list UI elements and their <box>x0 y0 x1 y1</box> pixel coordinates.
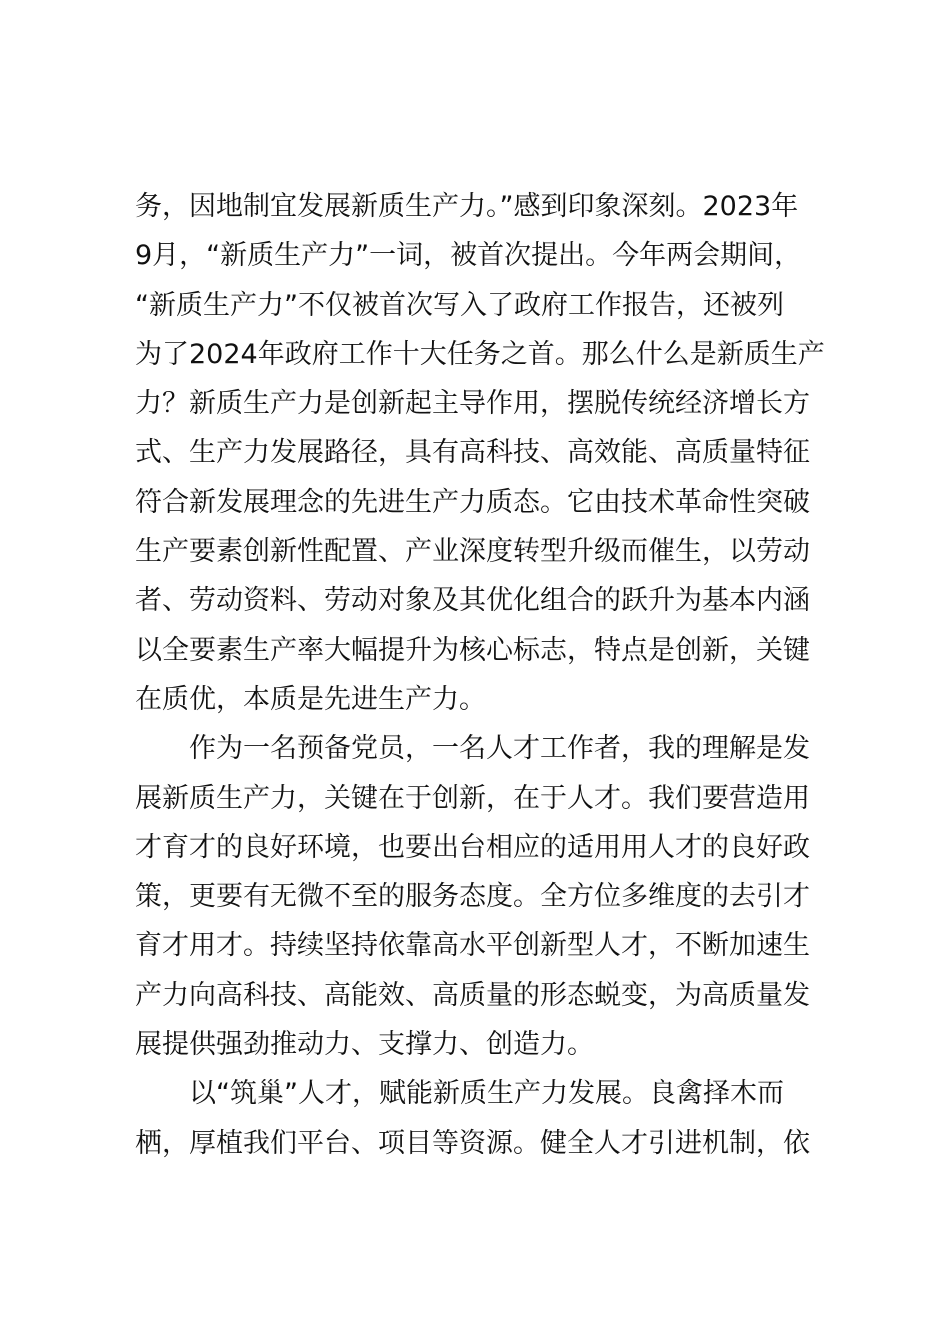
paragraph-2 <box>135 724 835 1069</box>
paragraph-line: 符合新发展理念的先进生产力质态。它由技术革命性突破 <box>135 486 810 518</box>
paragraph-line: 栖，厚植我们平台、项目等资源。健全人才引进机制，依 <box>135 1127 810 1159</box>
paragraph-line: 育才用才。持续坚持依靠高水平创新型人才，不断加速生 <box>135 930 810 962</box>
paragraph-line: 生产要素创新性配置、产业深度转型升级而催生，以劳动 <box>135 536 810 568</box>
paragraph-line: 以“筑巢”人才，赋能新质生产力发展。良禽择木而 <box>189 1078 784 1110</box>
document-body <box>135 182 835 1168</box>
paragraph-line: 务，因地制宜发展新质生产力。”感到印象深刻。2023年 <box>135 191 799 222</box>
paragraph-line: 展新质生产力，关键在于创新，在于人才。我们要营造用 <box>135 782 810 814</box>
paragraph-line: 在质优，本质是先进生产力。 <box>135 683 486 715</box>
paragraph-line: 式、生产力发展路径，具有高科技、高效能、高质量特征 <box>135 437 810 469</box>
paragraph-line: 力？新质生产力是创新起主导作用，摆脱传统经济增长方 <box>135 388 810 420</box>
paragraph-line: 才育才的良好环境，也要出台相应的适用用人才的良好政 <box>135 831 810 863</box>
paragraph-line: 展提供强劲推动力、支撑力、创造力。 <box>135 1029 594 1061</box>
paragraph-line: 者、劳动资料、劳动对象及其优化组合的跃升为基本内涵 <box>135 585 810 617</box>
paragraph-line: 以全要素生产率大幅提升为核心标志，特点是创新，关键 <box>135 634 810 666</box>
paragraph-3 <box>135 1069 835 1168</box>
paragraph-line: 为了2024年政府工作十大任务之首。那么什么是新质生产 <box>135 338 825 370</box>
paragraph-1 <box>135 182 835 724</box>
paragraph-line: 产力向高科技、高能效、高质量的形态蜕变，为高质量发 <box>135 979 810 1011</box>
paragraph-line: 作为一名预备党员，一名人才工作者，我的理解是发 <box>189 733 810 765</box>
paragraph-line: 9月，“新质生产力”一词，被首次提出。今年两会期间， <box>135 240 802 272</box>
paragraph-line: “新质生产力”不仅被首次写入了政府工作报告，还被列 <box>135 289 784 321</box>
paragraph-line: 策，更要有无微不至的服务态度。全方位多维度的去引才 <box>135 881 810 913</box>
